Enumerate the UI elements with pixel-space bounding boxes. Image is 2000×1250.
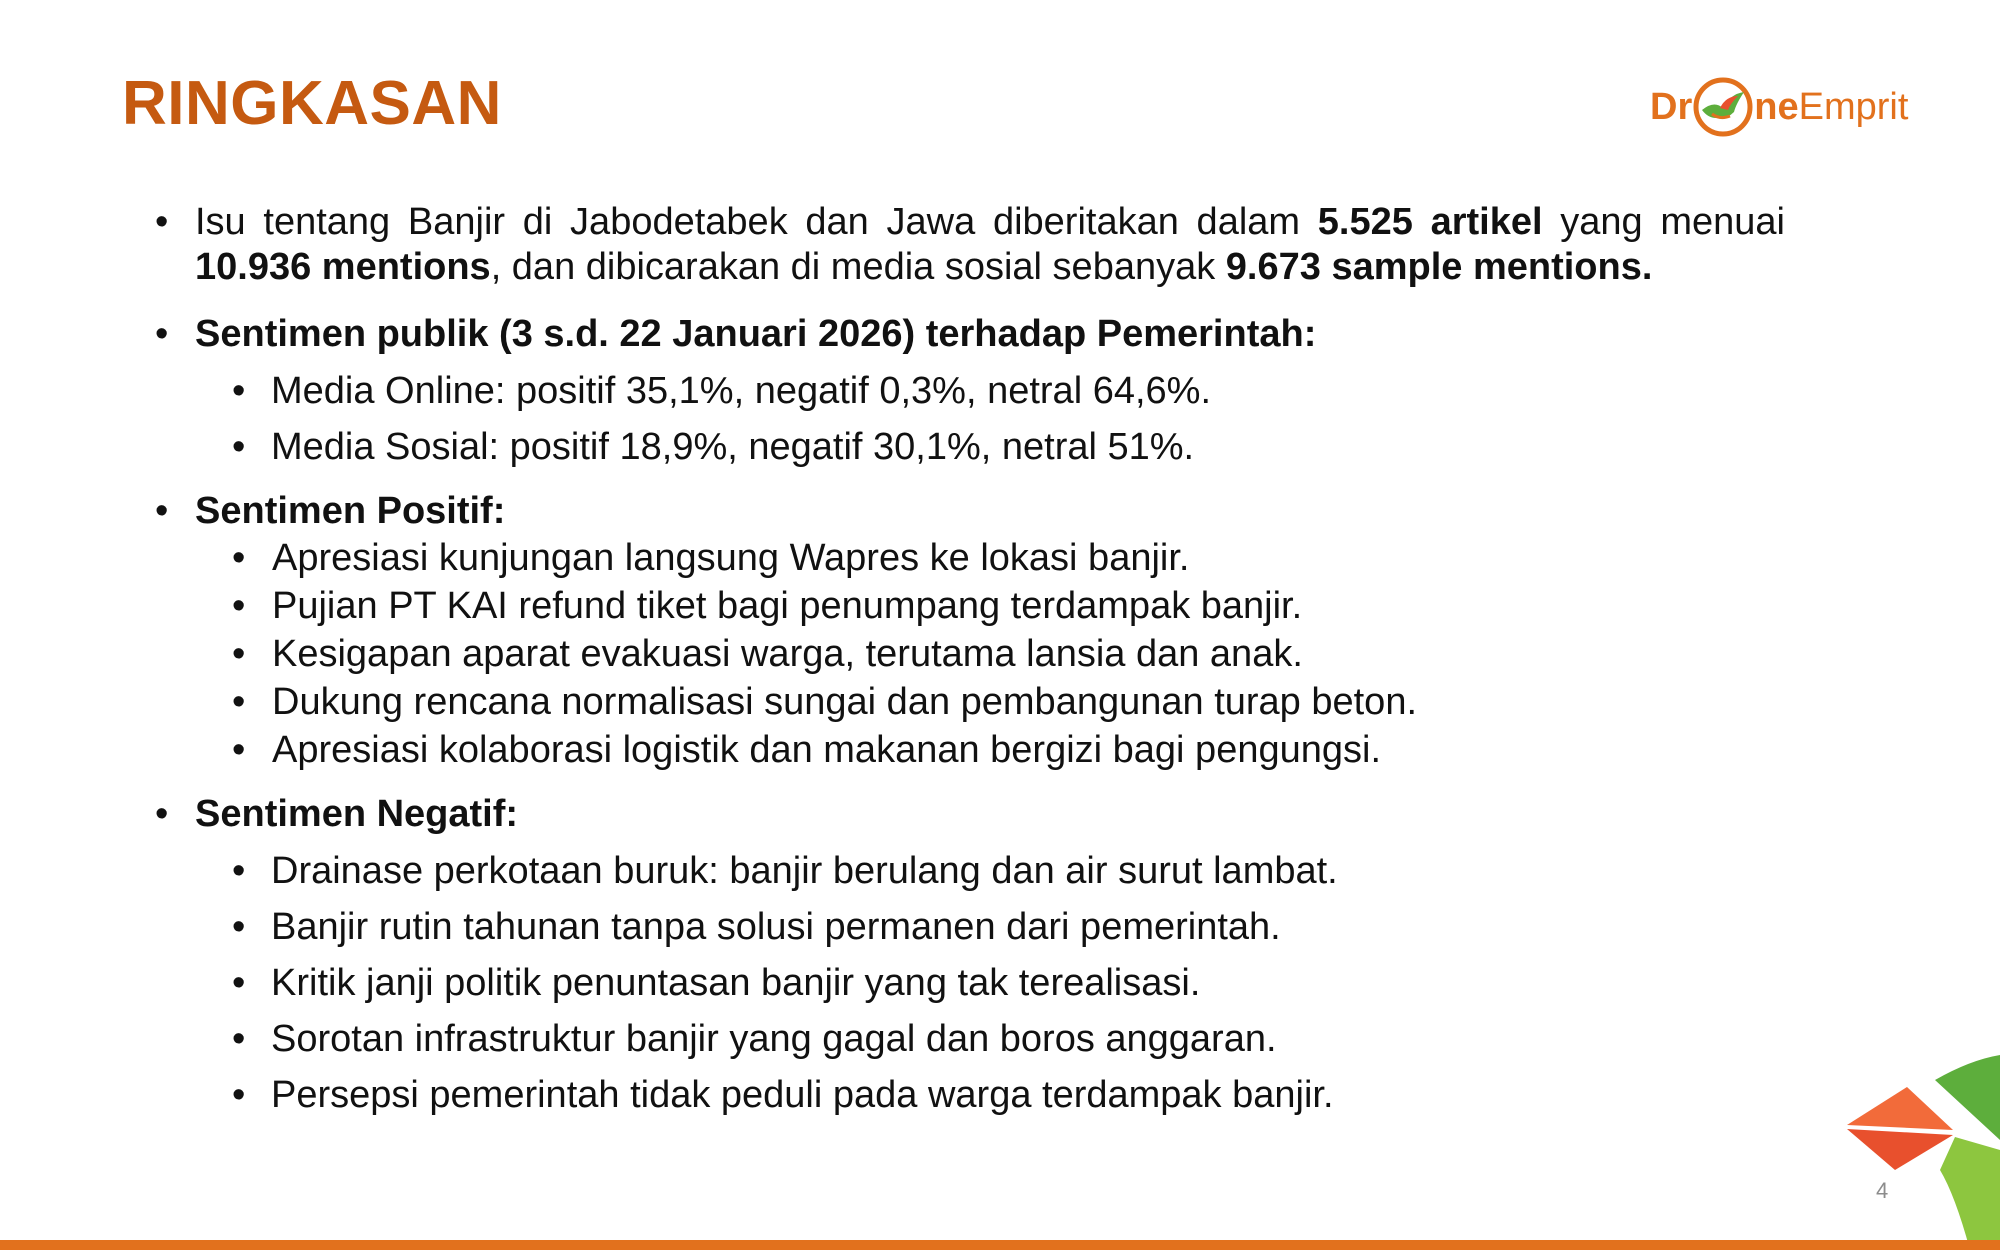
sentiment-social: • Media Sosial: positif 18,9%, negatif 30,1%, netral 51%. bbox=[155, 423, 1790, 471]
list-item: • Pujian PT KAI refund tiket bagi penumpang terdampak banjir. bbox=[155, 582, 1790, 630]
list-item: • Persepsi pemerintah tidak peduli pada warga terdampak banjir. bbox=[155, 1071, 1790, 1119]
bottom-accent-bar bbox=[0, 1240, 2000, 1250]
list-item: • Drainase perkotaan buruk: banjir berulang dan air surut lambat. bbox=[155, 847, 1790, 895]
corner-decoration bbox=[1845, 1055, 2000, 1250]
negative-list bbox=[155, 847, 1790, 1119]
summary-text: yang menuai bbox=[1542, 201, 1785, 243]
summary-content bbox=[155, 200, 1790, 1119]
negative-bullet bbox=[155, 792, 1790, 1119]
positive-heading: Sentimen Positif: bbox=[195, 490, 506, 532]
slide-title: RINGKASAN bbox=[122, 69, 502, 138]
list-item: • Apresiasi kunjungan langsung Wapres ke lokasi banjir. bbox=[155, 534, 1790, 582]
positive-bullet bbox=[155, 489, 1790, 774]
logo-text-ne: ne bbox=[1754, 86, 1799, 128]
orange-leaf-shape bbox=[1847, 1087, 1953, 1130]
sentiment-heading: Sentimen publik (3 s.d. 22 Januari 2026) terhadap Pemerintah: bbox=[195, 313, 1317, 355]
sentiment-list bbox=[155, 367, 1790, 471]
list-item: • Dukung rencana normalisasi sungai dan pembangunan turap beton. bbox=[155, 678, 1790, 726]
list-item: • Kritik janji politik penuntasan banjir yang tak terealisasi. bbox=[155, 959, 1790, 1007]
red-leaf-shape bbox=[1847, 1129, 1953, 1170]
list-item: • Banjir rutin tahunan tanpa solusi permanen dari pemerintah. bbox=[155, 903, 1790, 951]
list-item: • Apresiasi kolaborasi logistik dan makanan bergizi bagi pengungsi. bbox=[155, 726, 1790, 774]
summary-bullet bbox=[155, 200, 1785, 290]
article-count: 5.525 artikel bbox=[1317, 201, 1543, 243]
page-number: 4 bbox=[1876, 1178, 1889, 1203]
mention-count: 10.936 mentions bbox=[195, 246, 491, 288]
sample-mention-count: 9.673 sample mentions. bbox=[1225, 246, 1653, 288]
lime-leaf-shape bbox=[1940, 1137, 2000, 1250]
sentiment-online: • Media Online: positif 35,1%, negatif 0,3%, netral 64,6%. bbox=[155, 367, 1790, 415]
drone-emprit-logo bbox=[1650, 72, 1908, 142]
sentiment-bullet bbox=[155, 312, 1790, 471]
negative-heading: Sentimen Negatif: bbox=[195, 793, 519, 835]
positive-list bbox=[155, 534, 1790, 774]
summary-text: , dan dibicarakan di media sosial sebanyak bbox=[490, 246, 1226, 288]
logo-text-emprit: Emprit bbox=[1798, 86, 1909, 128]
logo-text-dr: Dr bbox=[1650, 86, 1693, 128]
logo-bird-icon bbox=[1690, 74, 1756, 140]
summary-text: Isu tentang Banjir di Jabodetabek dan Jawa diberitakan dalam bbox=[195, 201, 1318, 243]
list-item: • Sorotan infrastruktur banjir yang gagal dan boros anggaran. bbox=[155, 1015, 1790, 1063]
list-item: • Kesigapan aparat evakuasi warga, terutama lansia dan anak. bbox=[155, 630, 1790, 678]
